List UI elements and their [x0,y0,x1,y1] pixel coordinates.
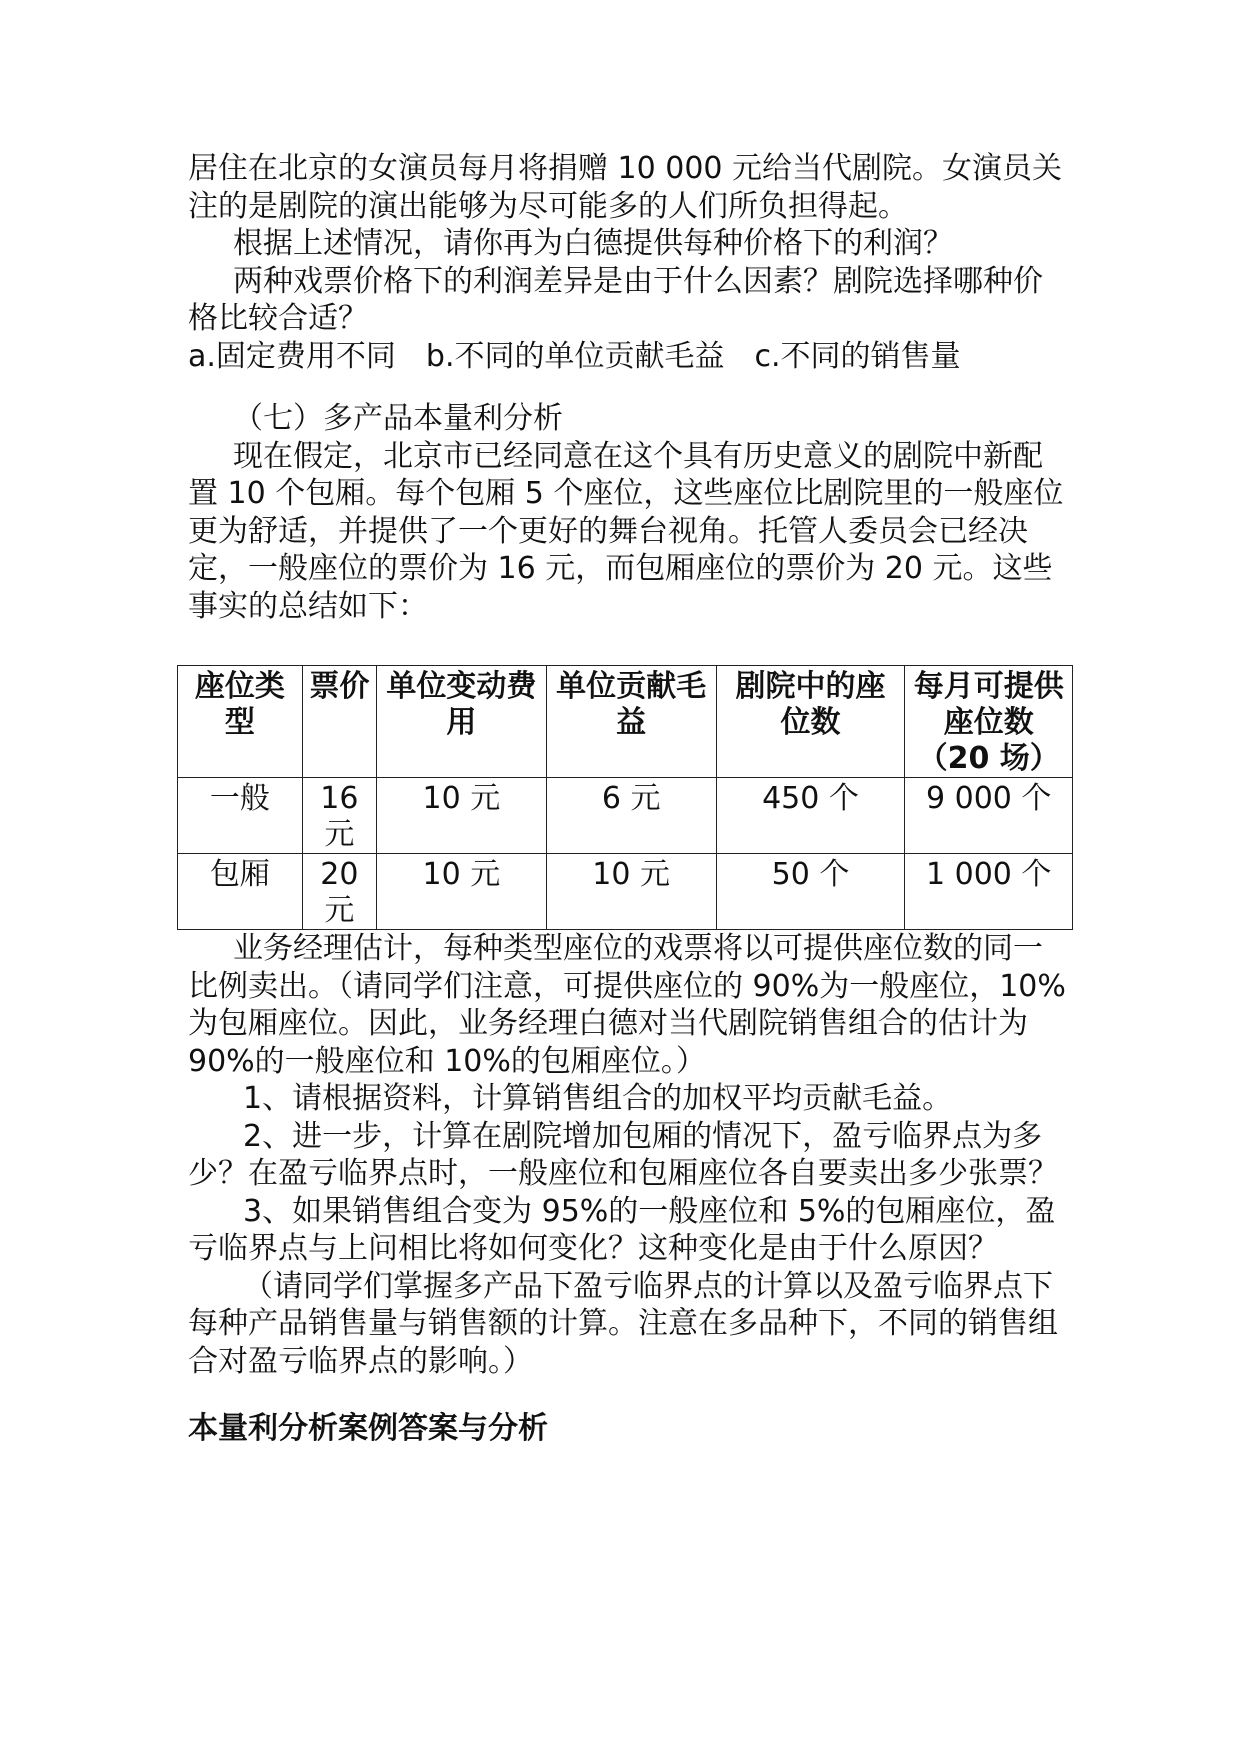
document-page [188,150,1068,1448]
question-1: 1、请根据资料，计算销售组合的加权平均贡献毛益。 [243,1081,953,1116]
table-cell: 450 个 [716,778,905,854]
table-row [178,778,1073,854]
header-price: 票价 [302,666,376,778]
question-difference: 两种戏票价格下的利润差异是由于什么因素？剧院选择哪种价格比较合适？ [188,263,1043,336]
section-title: （七）多产品本量利分析 [233,401,563,436]
table-row [178,854,1073,930]
table-cell: 10 元 [546,854,716,930]
table-cell: 包厢 [178,854,303,930]
answer-options [188,338,1068,376]
header-seat-type: 座位类型 [178,666,303,778]
seat-summary-table [177,665,1073,930]
table-cell: 16 元 [302,778,376,854]
table-header-row [178,666,1073,778]
study-note: （请同学们掌握多产品下盈亏临界点的计算以及盈亏临界点下每种产品销售量与销售额的计算。注意在多品种下，不同的销售组合对盈亏临界点的影响。） [188,1268,1058,1379]
table-cell: 9 000 个 [905,778,1073,854]
table-cell: 1 000 个 [905,854,1073,930]
header-variable-cost: 单位变动费用 [377,666,547,778]
seat-summary-table-wrap [177,665,1073,930]
paragraph-boxes: 现在假定，北京市已经同意在这个具有历史意义的剧院中新配置 10 个包厢。每个包厢 5 个座位，这些座位比剧院里的一般座位更为舒适，并提供了一个更好的舞台视角。托管人委员会已经决定，一般座位的票价为 16 元，而包厢座位的票价为 20 元。这些事实的总结如下： [188,438,1064,624]
option-a: a.固定费用不同 [188,338,396,374]
header-contribution-margin: 单位贡献毛益 [546,666,716,778]
table-cell: 一般 [178,778,303,854]
question-profit: 根据上述情况，请你再为白德提供每种价格下的利润？ [233,226,953,261]
header-seat-count: 剧院中的座位数 [716,666,905,778]
question-2: 2、进一步，计算在剧院增加包厢的情况下，盈亏临界点为多少？在盈亏临界点时，一般座位和包厢座位各自要卖出多少张票？ [188,1118,1058,1191]
table-cell: 10 元 [377,854,547,930]
paragraph-sales-mix: 业务经理估计，每种类型座位的戏票将以可提供座位数的同一比例卖出。（请同学们注意，可提供座位的 90%为一般座位，10%为包厢座位。因此，业务经理白德对当代剧院销售组合的估计为 90%的一般座位和 10%的包厢座位。） [188,931,1066,1079]
header-monthly-seats: 每月可提供座位数（20 场） [905,666,1073,778]
table-cell: 50 个 [716,854,905,930]
option-c: c.不同的销售量 [754,338,961,374]
table-cell: 10 元 [377,778,547,854]
table-cell: 6 元 [546,778,716,854]
paragraph-donation: 居住在北京的女演员每月将捐赠 10 000 元给当代剧院。女演员关注的是剧院的演出能够为尽可能多的人们所负担得起。 [188,151,1063,224]
question-3: 3、如果销售组合变为 95%的一般座位和 5%的包厢座位，盈亏临界点与上问相比将如何变化？这种变化是由于什么原因？ [188,1193,1056,1266]
answer-heading: 本量利分析案例答案与分析 [188,1411,548,1446]
table-cell: 20 元 [302,854,376,930]
option-b: b.不同的单位贡献毛益 [425,338,725,374]
